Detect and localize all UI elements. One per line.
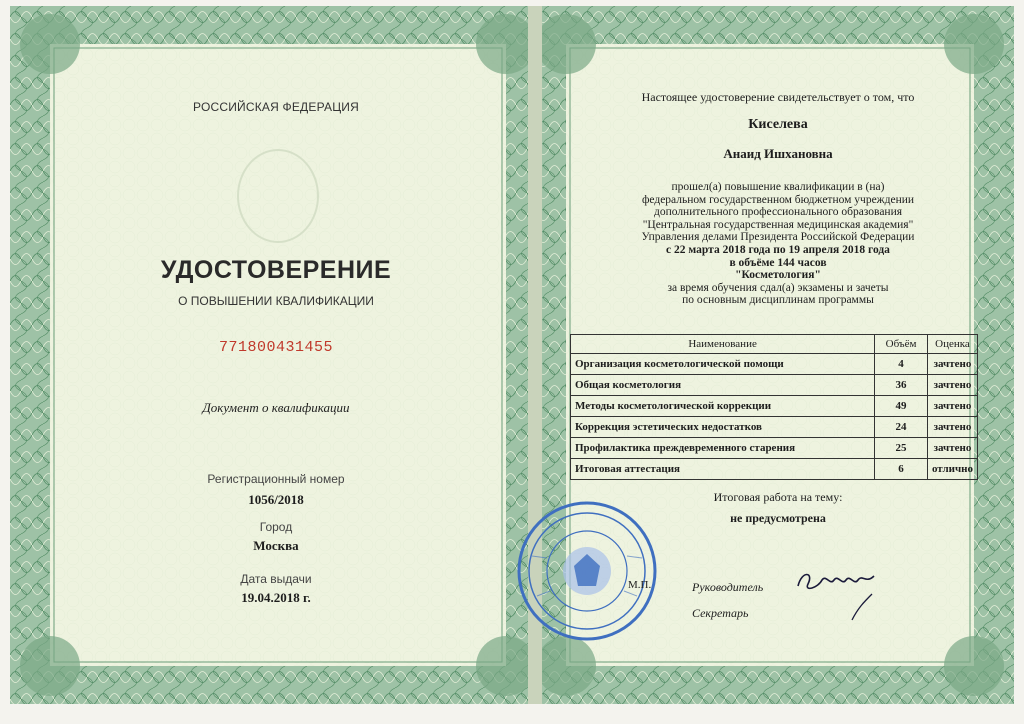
city-label: Город — [259, 520, 293, 534]
header-grade: Оценка — [927, 335, 977, 354]
document-title: УДОСТОВЕРЕНИЕ — [160, 256, 392, 284]
subject-volume: 4 — [875, 354, 928, 375]
final-work-label: Итоговая работа на тему: — [713, 490, 843, 504]
secretary-label: Секретарь — [692, 606, 749, 620]
body-line: Управления делами Президента Российской Федерации — [641, 231, 915, 244]
subject-volume: 24 — [875, 417, 928, 438]
subject-grade: отлично — [927, 459, 977, 480]
subject-volume: 6 — [875, 459, 928, 480]
registration-label: Регистрационный номер — [207, 472, 345, 486]
subject-grade: зачтено — [927, 417, 977, 438]
body-line: дополнительного профессионального образования — [653, 206, 903, 219]
program-name: "Косметология" — [735, 269, 821, 282]
subject-grade: зачтено — [927, 354, 977, 375]
final-work-value: не предусмотрена — [730, 511, 826, 525]
holder-surname: Киселева — [748, 117, 808, 132]
issue-date-label: Дата выдачи — [240, 572, 312, 586]
header-volume: Объём — [875, 335, 928, 354]
table-row — [571, 396, 978, 417]
intro-text: Настоящее удостоверение свидетельствует о том, что — [641, 90, 915, 104]
left-page — [10, 6, 542, 704]
subject-name: Организация косметологической помощи — [571, 354, 875, 375]
subject-name: Методы косметологической коррекции — [571, 396, 875, 417]
subject-volume: 49 — [875, 396, 928, 417]
holder-name: Анаид Ишхановна — [723, 146, 833, 161]
official-stamp-seal — [512, 496, 662, 646]
subject-name: Коррекция эстетических недостатков — [571, 417, 875, 438]
head-label: Руководитель — [692, 580, 764, 594]
city-value: Москва — [253, 538, 299, 553]
subject-name: Общая косметология — [571, 375, 875, 396]
training-period: с 22 марта 2018 года по 19 апреля 2018 года — [666, 243, 890, 256]
table-header-row — [571, 335, 978, 354]
subject-volume: 36 — [875, 375, 928, 396]
subject-grade: зачтено — [927, 375, 977, 396]
training-hours: в объёме 144 часов — [729, 256, 827, 269]
document-subtitle: О ПОВЫШЕНИИ КВАЛИФИКАЦИИ — [178, 294, 374, 308]
subject-name: Профилактика преждевременного старения — [571, 438, 875, 459]
subject-volume: 25 — [875, 438, 928, 459]
right-page — [542, 6, 1014, 704]
exam-line-2: по основным дисциплинам программы — [682, 294, 874, 307]
head-signature — [792, 558, 882, 628]
country-label: РОССИЙСКАЯ ФЕДЕРАЦИЯ — [193, 100, 359, 114]
training-description — [542, 181, 1014, 307]
table-row — [571, 417, 978, 438]
issue-date: 19.04.2018 г. — [241, 590, 311, 605]
certificate-spread — [10, 6, 1014, 704]
body-line: прошел(а) повышение квалификации в (на) — [671, 181, 885, 193]
seal-place-label: М.П. — [628, 579, 652, 591]
table-row — [571, 438, 978, 459]
table-row — [571, 459, 978, 480]
subject-grade: зачтено — [927, 438, 977, 459]
exam-line-1: за время обучения сдал(а) экзамены и зачеты — [667, 281, 889, 294]
serial-number: 771800431455 — [218, 339, 334, 356]
table-row — [571, 354, 978, 375]
header-name: Наименование — [571, 335, 875, 354]
qualification-note: Документ о квалификации — [202, 400, 350, 415]
table-row — [571, 375, 978, 396]
subject-name: Итоговая аттестация — [571, 459, 875, 480]
registration-number: 1056/2018 — [248, 492, 304, 507]
subject-grade: зачтено — [927, 396, 977, 417]
body-line: "Центральная государственная медицинская академия" — [642, 218, 914, 231]
body-line: федеральном государственном бюджетном учреждении — [641, 193, 915, 206]
grades-table — [570, 334, 978, 480]
